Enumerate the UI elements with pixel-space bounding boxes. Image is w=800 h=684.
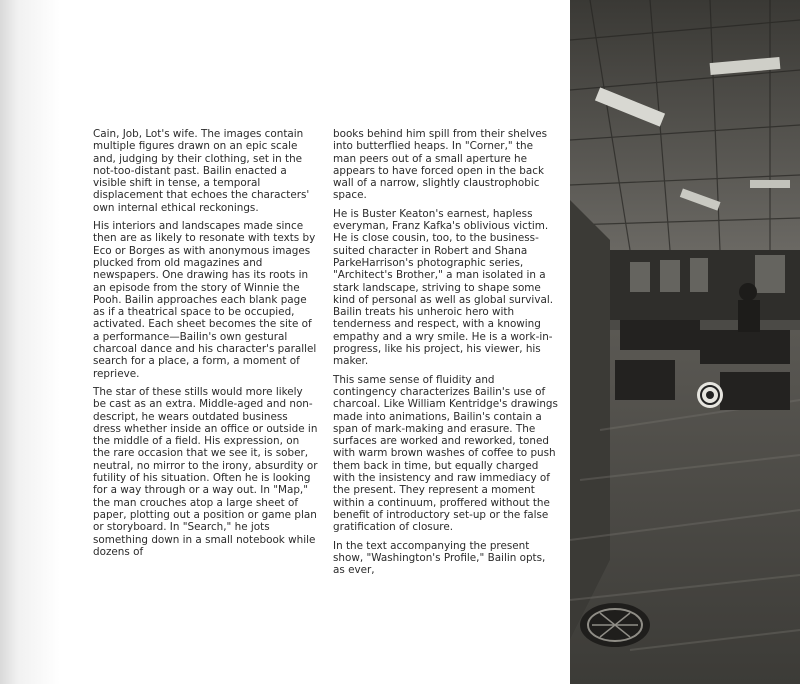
text-column-right	[333, 128, 558, 582]
paragraph: Cain, Job, Lot's wife. The images contain multiple figures drawn on an epic scale and, judging by their clothing, set in the not-too-distant past. Bailin enacted a visible shift in tense, a temporal displacement that echoes the characters' own internal ethical reckonings.	[93, 128, 310, 214]
paragraph: In the text accompanying the present show, "Washington's Profile," Bailin opts, as ever,	[333, 539, 546, 577]
paragraph: The star of these stills would more likely be cast as an extra. Middle-aged and non-descript, he wears outdated business dress whether inside an office or outside in the middle of a field. His expression, on the rare occasion that we see it, is sober, neutral, no mirror to the irony, absurdity or futility of his situation. Often he is looking for a way through or a way out. In "Map," the man crouches atop a large sheet of paper, plotting out a position or game plan or storyboard. In "Search," he jots something down in a small notebook while dozens of	[93, 385, 318, 558]
office-interior-drawing	[570, 0, 800, 684]
text-column-left	[93, 128, 318, 564]
ceiling-light	[750, 180, 790, 188]
paragraph: His interiors and landscapes made since then are as likely to resonate with texts by Eco or Borges as with anonymous images plucked from old magazines and newspapers. One drawing has its roots in an episode from the story of Winnie the Pooh. Bailin approaches each blank page as if a theatrical space to be occupied, activated. Each sheet becomes the site of a performance—Bailin's own gestural charcoal dance and his character's parallel search for a place, a form, a moment of reprieve.	[93, 220, 317, 380]
paragraph: He is Buster Keaton's earnest, hapless everyman, Franz Kafka's oblivious victim. He is close cousin, too, to the business-suited character in Robert and Shana ParkeHarrison's photographic series, "Architect's Brother," a man isolated in a stark landscape, striving to shape some kind of personal as well as global survival. Bailin treats his unheroic hero with tenderness and respect, with a knowing empathy and a wry smile. He is a work-in-progress, like his project, his viewer, his maker.	[333, 207, 554, 368]
paragraph: books behind him spill from their shelves into butterflied heaps. In "Corner," the man peers out of a small aperture he appears to have forced open in the back wall of a narrow, slightly claustrophobic space.	[333, 128, 548, 202]
paragraph: This same sense of fluidity and contingency characterizes Bailin's use of charcoal. Like William Kentridge's drawings made into animations, Bailin's contain a span of mark-making and erasure. The surfaces are worked and reworked, toned with warm brown washes of coffee to push them back in time, but equally charged with the insistency and raw immediacy of the present. They represent a moment within a continuum, proffered without the benefit of introductory set-up or the false gratification of closure.	[333, 373, 558, 534]
target-board	[697, 382, 723, 408]
charcoal-drawing-image	[570, 0, 800, 684]
floor-grate	[580, 603, 650, 647]
seated-figure	[738, 283, 760, 332]
